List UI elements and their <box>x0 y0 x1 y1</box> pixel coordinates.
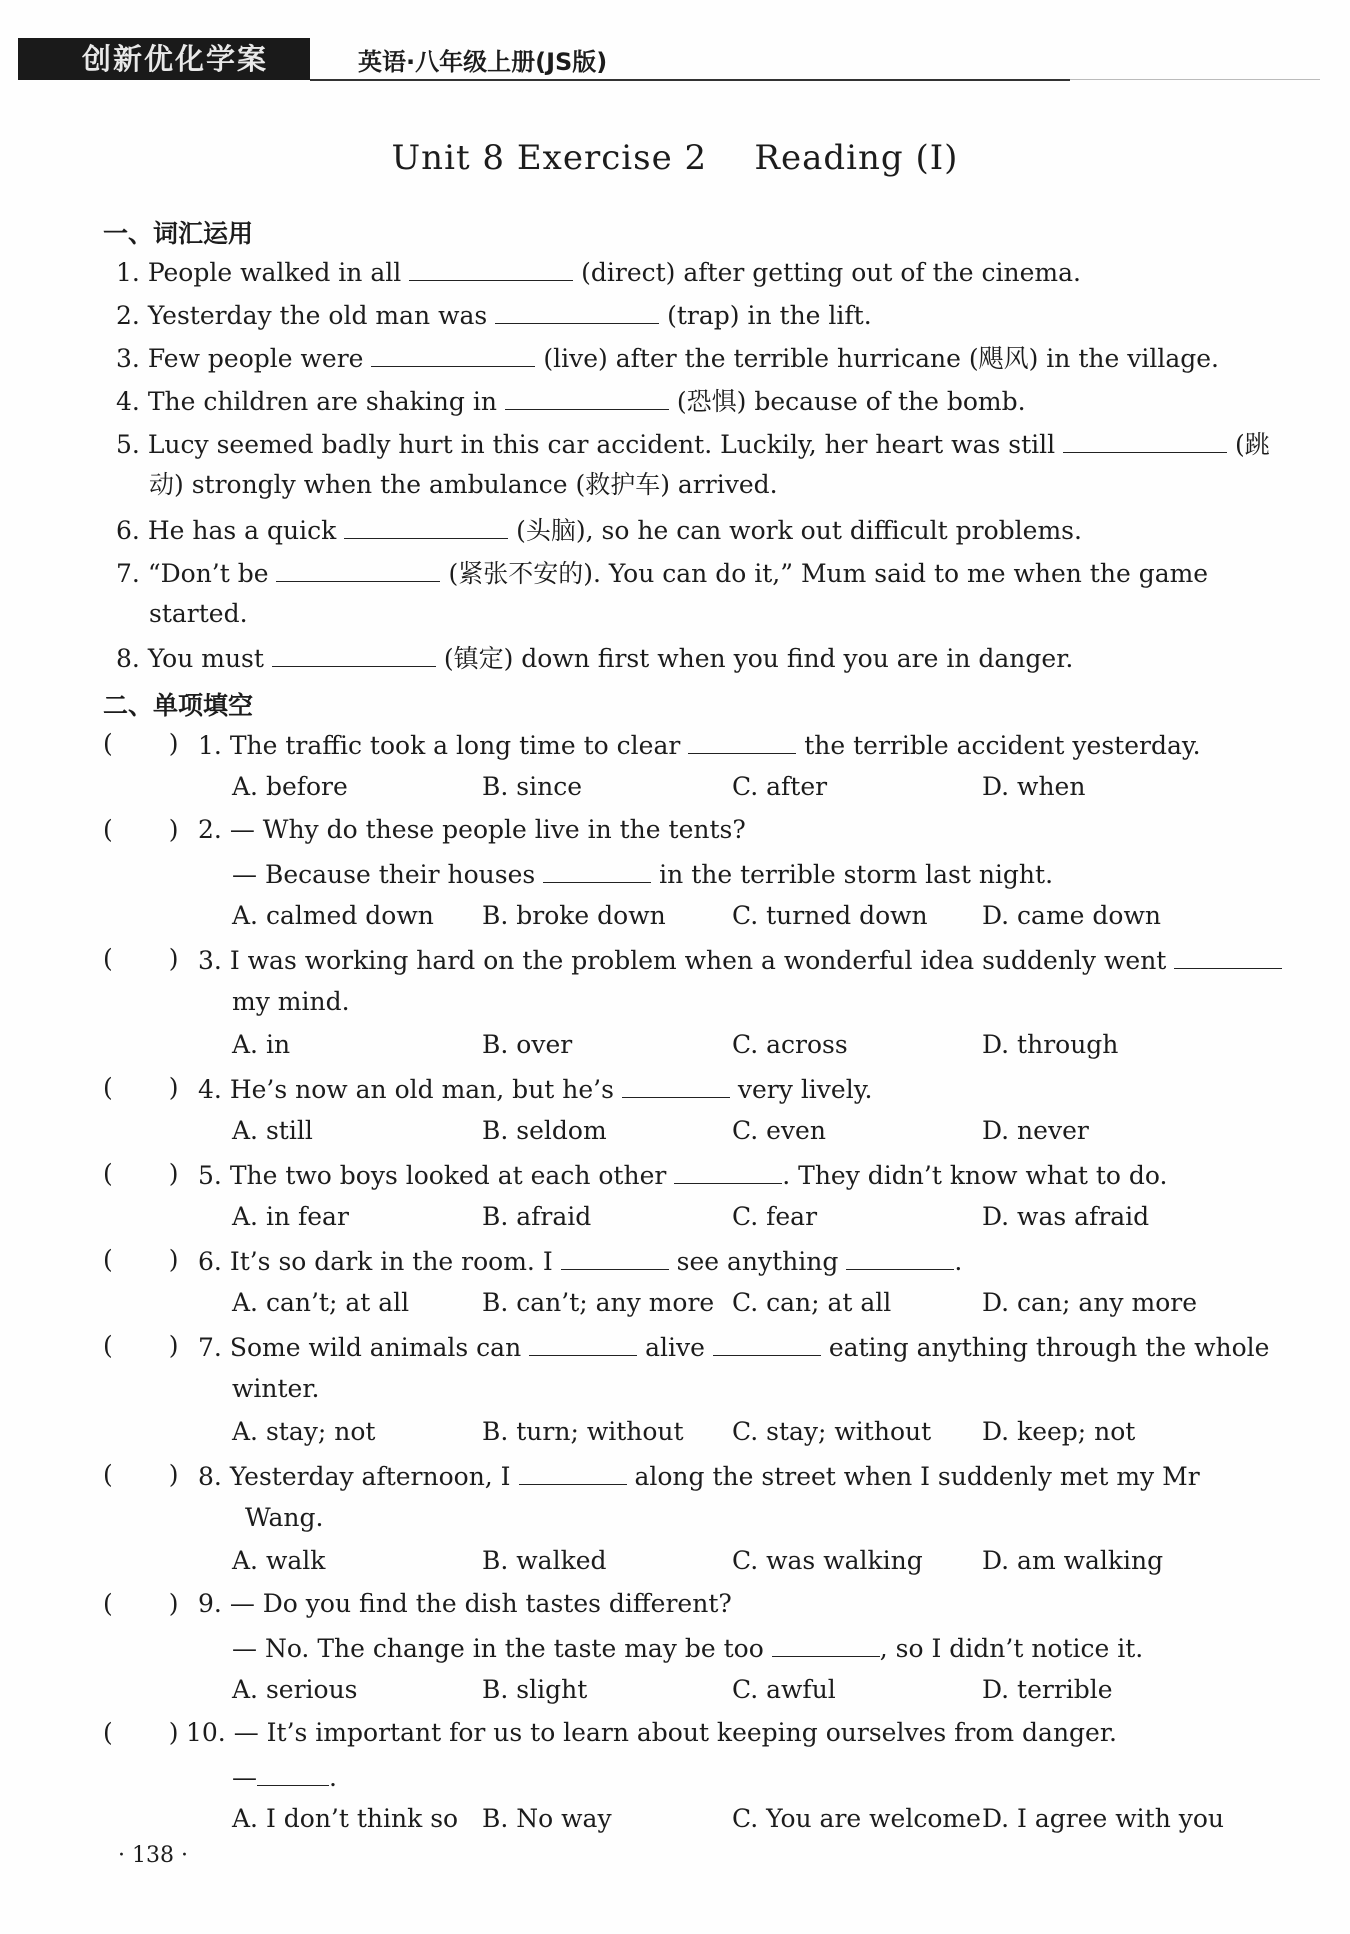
question-7-continued: winter. <box>232 1374 320 1403</box>
answer-bracket[interactable]: ( ) <box>103 1460 179 1489</box>
vocab-item-5-continued: 动) strongly when the ambulance (救护车) arrived. <box>149 470 778 499</box>
question-4: 4. He’s now an old man, but he’s very lively. <box>198 1075 873 1104</box>
answer-blank[interactable] <box>674 1159 782 1184</box>
question-9-response: — No. The change in the taste may be too , so I didn’t notice it. <box>232 1634 1144 1663</box>
vocab-item-1: 1. People walked in all (direct) after getting out of the cinema. <box>116 258 1081 287</box>
question-8: 8. Yesterday afternoon, I along the street when I suddenly met my Mr <box>198 1462 1200 1491</box>
option-d[interactable]: D. came down <box>982 901 1161 930</box>
option-c[interactable]: C. awful <box>732 1675 836 1704</box>
option-d[interactable]: D. keep; not <box>982 1417 1136 1446</box>
answer-blank[interactable] <box>257 1761 329 1786</box>
book-title: 英语·八年级上册(JS版) <box>358 48 608 76</box>
answer-blank[interactable] <box>688 729 796 754</box>
option-c[interactable]: C. turned down <box>732 901 928 930</box>
option-b[interactable]: B. broke down <box>482 901 666 930</box>
answer-blank[interactable] <box>276 557 440 582</box>
question-5: 5. The two boys looked at each other . They didn’t know what to do. <box>198 1161 1168 1190</box>
question-3: 3. I was working hard on the problem when a wonderful idea suddenly went <box>198 944 1282 976</box>
option-a[interactable]: A. stay; not <box>232 1417 376 1446</box>
answer-bracket[interactable]: ( ) <box>103 1718 179 1747</box>
question-3-continued: my mind. <box>232 987 350 1016</box>
question-10-response: — . <box>232 1763 337 1792</box>
section-heading-vocabulary: 一、词汇运用 <box>103 219 254 248</box>
option-a[interactable]: A. walk <box>232 1546 326 1575</box>
question-7: 7. Some wild animals can alive eating anything through the whole <box>198 1333 1270 1362</box>
option-c[interactable]: C. fear <box>732 1202 818 1231</box>
answer-blank[interactable] <box>713 1331 821 1356</box>
option-d[interactable]: D. was afraid <box>982 1202 1150 1231</box>
option-d[interactable]: D. through <box>982 1030 1119 1059</box>
question-6: 6. It’s so dark in the room. I see anything . <box>198 1247 963 1276</box>
option-a[interactable]: A. in fear <box>232 1202 349 1231</box>
answer-blank[interactable] <box>529 1331 637 1356</box>
vocab-item-7: 7. “Don’t be (紧张不安的). You can do it,” Mum said to me when the game <box>116 559 1209 588</box>
answer-bracket[interactable]: ( ) <box>103 729 179 758</box>
option-c[interactable]: C. even <box>732 1116 826 1145</box>
answer-blank[interactable] <box>1063 428 1227 453</box>
vocab-item-7-continued: started. <box>149 599 248 628</box>
option-d[interactable]: D. terrible <box>982 1675 1113 1704</box>
option-d[interactable]: D. never <box>982 1116 1089 1145</box>
option-a[interactable]: A. in <box>232 1030 291 1059</box>
section-heading-multiple-choice: 二、单项填空 <box>103 691 254 720</box>
option-b[interactable]: B. No way <box>482 1804 612 1833</box>
header-divider <box>310 79 1070 81</box>
answer-bracket[interactable]: ( ) <box>103 1331 179 1360</box>
option-b[interactable]: B. seldom <box>482 1116 607 1145</box>
answer-bracket[interactable]: ( ) <box>103 1073 179 1102</box>
option-c[interactable]: C. after <box>732 772 828 801</box>
option-b[interactable]: B. walked <box>482 1546 607 1575</box>
option-a[interactable]: A. can’t; at all <box>232 1288 410 1317</box>
answer-blank[interactable] <box>543 858 651 883</box>
answer-bracket[interactable]: ( ) <box>103 944 179 973</box>
option-d[interactable]: D. when <box>982 772 1086 801</box>
answer-blank[interactable] <box>622 1073 730 1098</box>
question-1: 1. The traffic took a long time to clear the terrible accident yesterday. <box>198 731 1201 760</box>
option-b[interactable]: B. over <box>482 1030 573 1059</box>
page-title: Unit 8 Exercise 2 Reading (Ⅰ) <box>391 138 959 178</box>
vocab-item-6: 6. He has a quick (头脑), so he can work out difficult problems. <box>116 516 1082 545</box>
answer-blank[interactable] <box>561 1245 669 1270</box>
question-9: 9. — Do you find the dish tastes different? <box>198 1589 732 1618</box>
answer-blank[interactable] <box>495 299 659 324</box>
answer-blank[interactable] <box>519 1460 627 1485</box>
answer-blank[interactable] <box>409 256 573 281</box>
option-d[interactable]: D. can; any more <box>982 1288 1198 1317</box>
option-d[interactable]: D. I agree with you <box>982 1804 1225 1833</box>
option-c[interactable]: C. was walking <box>732 1546 923 1575</box>
answer-blank[interactable] <box>371 342 535 367</box>
question-8-continued: Wang. <box>245 1503 324 1532</box>
answer-blank[interactable] <box>344 514 508 539</box>
header-divider-faint <box>1070 79 1320 80</box>
option-c[interactable]: C. You are welcome <box>732 1804 981 1833</box>
option-c[interactable]: C. can; at all <box>732 1288 892 1317</box>
answer-blank[interactable] <box>846 1245 954 1270</box>
option-a[interactable]: A. serious <box>232 1675 358 1704</box>
question-2: 2. — Why do these people live in the tents? <box>198 815 746 844</box>
vocab-item-8: 8. You must (镇定) down first when you find you are in danger. <box>116 644 1074 673</box>
answer-blank[interactable] <box>1174 944 1282 969</box>
option-c[interactable]: C. across <box>732 1030 848 1059</box>
vocab-item-3: 3. Few people were (live) after the terrible hurricane (飓风) in the village. <box>116 344 1219 373</box>
option-a[interactable]: A. before <box>232 772 348 801</box>
answer-blank[interactable] <box>772 1632 880 1657</box>
option-b[interactable]: B. slight <box>482 1675 588 1704</box>
option-b[interactable]: B. can’t; any more <box>482 1288 715 1317</box>
option-b[interactable]: B. turn; without <box>482 1417 684 1446</box>
vocab-item-5: 5. Lucy seemed badly hurt in this car accident. Luckily, her heart was still (跳 <box>116 430 1270 459</box>
option-b[interactable]: B. since <box>482 772 582 801</box>
option-b[interactable]: B. afraid <box>482 1202 592 1231</box>
option-d[interactable]: D. am walking <box>982 1546 1164 1575</box>
vocab-item-4: 4. The children are shaking in (恐惧) because of the bomb. <box>116 387 1026 416</box>
answer-bracket[interactable]: ( ) <box>103 815 179 844</box>
page-number: · 138 · <box>118 1843 188 1868</box>
option-c[interactable]: C. stay; without <box>732 1417 932 1446</box>
brand-banner: 创新优化学案 <box>18 38 310 80</box>
option-a[interactable]: A. still <box>232 1116 313 1145</box>
question-2-response: — Because their houses in the terrible storm last night. <box>232 860 1054 889</box>
question-10: 10. — It’s important for us to learn about keeping ourselves from danger. <box>186 1718 1118 1747</box>
option-a[interactable]: A. I don’t think so <box>232 1804 459 1833</box>
answer-bracket[interactable]: ( ) <box>103 1159 179 1188</box>
answer-blank[interactable] <box>505 385 669 410</box>
answer-blank[interactable] <box>272 642 436 667</box>
option-a[interactable]: A. calmed down <box>232 901 434 930</box>
answer-bracket[interactable]: ( ) <box>103 1589 179 1618</box>
vocab-item-2: 2. Yesterday the old man was (trap) in the lift. <box>116 301 872 330</box>
answer-bracket[interactable]: ( ) <box>103 1245 179 1274</box>
